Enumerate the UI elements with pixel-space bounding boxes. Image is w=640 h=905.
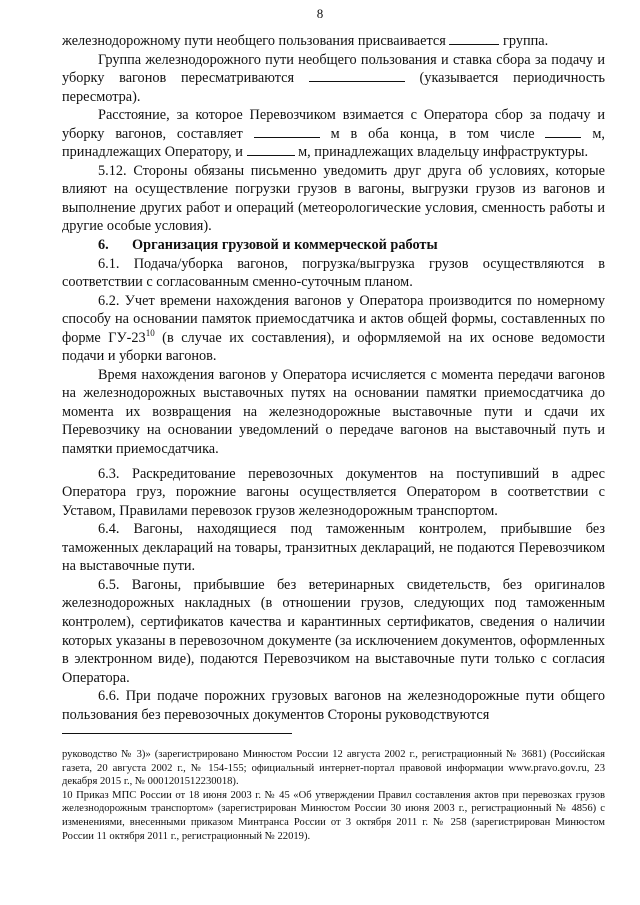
paragraph-6-3: 6.3. Раскредитование перевозочных документов на поступивший в адрес Оператора груз, порожние вагоны осуществляется Оператором в соответствии с Уставом, Правилами перевозок грузов железнодорожным транспортом. — [62, 465, 605, 519]
paragraph-6-6: 6.6. При подаче порожних грузовых вагонов на железнодорожные пути общего пользования без перевозочных документов Стороны руководствуются — [62, 688, 605, 723]
paragraph-text: м в оба конца, в том числе — [330, 125, 535, 142]
paragraph-6-1: 6.1. Подача/уборка вагонов, погрузка/выгрузка грузов осуществляются в соответствии с согласованным сменно-суточным планом. — [62, 255, 605, 291]
paragraph-6-5: 6.5. Вагоны, прибывшие без ветеринарных свидетельств, без оригиналов железнодорожных накладных (в отношении грузов, следующих под таможенным контролем), сертификатов качества и карантинных сертификатов, сведения о наличии которых указаны в перевозочном документе (за исключением документов, оформленных в электронном виде), подаются Перевозчиком на выставочные пути только с согласия Оператора. — [62, 576, 605, 686]
paragraph-6-2-time: Время нахождения вагонов у Оператора исчисляется с момента передачи вагонов на железнодорожных выставочных путях на основании памятки приемосдатчика до момента их возвращения на железнодорожные выставочные пути и сдачи их Перевозчику на основании уведомлений о передаче вагонов на выставочный путь и памятки приемосдатчика. — [62, 366, 605, 458]
paragraph-text: Группа железнодорожного пути необщего пользования и ставка сбора за подачу и уборку вагонов пересматриваются — [62, 51, 605, 87]
paragraph-text: 6.2. Учет времени нахождения вагонов у Оператора производится по номерному способу на основании памяток приемосдатчика и актов общей формы, составленных по форме ГУ-23 — [62, 292, 605, 346]
paragraph-text: железнодорожному пути необщего пользования присваивается — [62, 33, 446, 49]
paragraph-text: м, принадлежащих владельцу инфраструктуры. — [298, 144, 589, 161]
footnote-10: 10 Приказ МПС России от 18 июня 2003 г. № 45 «Об утверждении Правил составления актов при перевозках грузов железнодорожным транспортом» (зарегистрирован Минюстом России 30 июня 2003 г., регистрационный № 4856) с изменениями, внесенными приказом Минтранса России от 3 октября 2011 г. № 258 (зарегистрирован Минюстом России 11 октября 2011 г., регистрационный № 22019). — [62, 789, 605, 842]
blank-field-revision — [309, 69, 405, 82]
footnote-ref: 10 — [145, 327, 155, 338]
section-number: 6. — [98, 237, 109, 254]
body-text — [62, 32, 605, 724]
paragraph-text: м, принадлежащих Оператору, и — [62, 125, 605, 161]
paragraph-text: группа. — [503, 33, 549, 49]
blank-field-group — [449, 32, 499, 45]
footnote-continued: руководство № 3)» (зарегистрировано Минюстом России 12 августа 2002 г., регистрационный № 3681) (Российская газета, 20 августа 2002 г., № 154-155; официальный интернет-портал правовой информации www.pravo.gov.ru, 23 декабря 2015 г., № 0001201512230018). — [62, 749, 605, 788]
paragraph-distance — [62, 106, 605, 162]
paragraph-text: (в случае их составления), и оформляемой на их основе ведомости подачи и уборки вагонов. — [62, 329, 605, 365]
paragraph-6-2 — [62, 292, 605, 366]
blank-field-distance-owner — [247, 143, 295, 156]
section-title: Организация грузовой и коммерческой работы — [132, 237, 438, 254]
paragraph-text: Расстояние, за которое Перевозчиком взимается с Оператора сбор за подачу и уборку вагонов, составляет — [62, 107, 605, 142]
blank-field-distance-operator — [545, 125, 581, 138]
paragraph-text: (указывается периодичность пересмотра). — [62, 70, 606, 105]
paragraph-group-revision — [62, 51, 605, 107]
section-heading — [62, 236, 605, 255]
paragraph-6-4: 6.4. Вагоны, находящиеся под таможенным контролем, прибывшие без таможенных деклараций на товары, транзитных деклараций, не подаются Перевозчиком на выставочные пути. — [62, 521, 605, 575]
footnote-divider — [62, 733, 292, 734]
paragraph-5-12: 5.12. Стороны обязаны письменно уведомить друг друга об условиях, которые влияют на осуществление погрузки грузов в вагоны, выгрузки грузов из вагонов и выполнение других работ и операций (метеорологические условия, сменность работы и другие особые условия). — [62, 162, 605, 235]
blank-field-distance-total — [254, 125, 320, 138]
footnotes — [62, 748, 605, 843]
page-number: 8 — [316, 6, 324, 21]
paragraph-group-assignment — [62, 32, 605, 51]
